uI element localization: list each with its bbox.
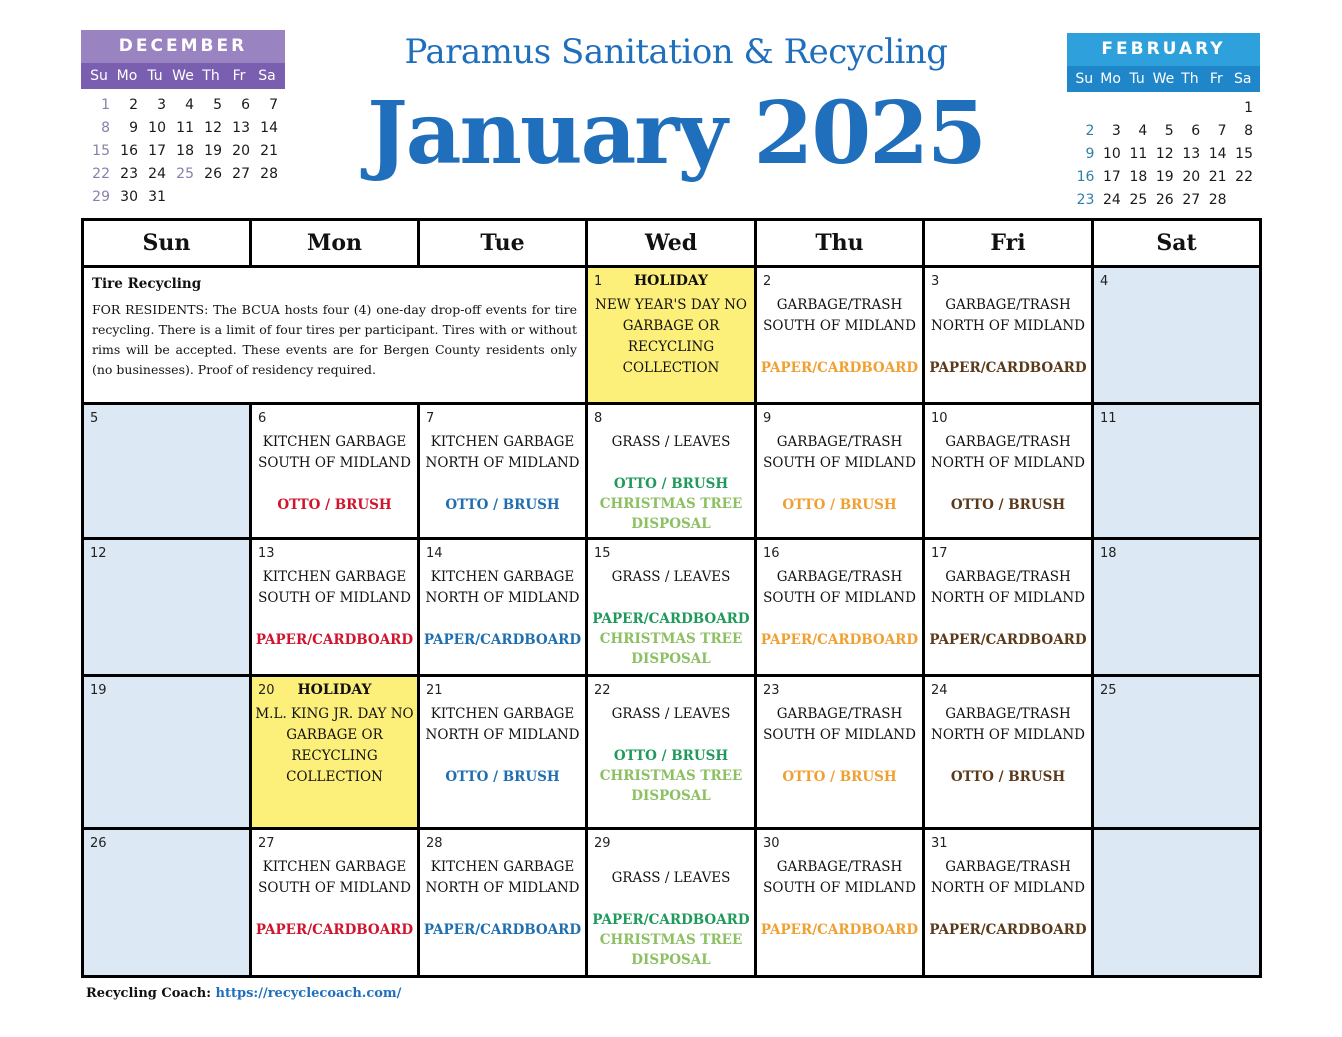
mini-day: 12 bbox=[204, 120, 222, 136]
christmas-tree-pickup: CHRISTMAS TREE bbox=[599, 932, 743, 948]
day-cell-6 bbox=[251, 404, 419, 539]
holiday-note: NO GARBAGE OR bbox=[622, 297, 747, 334]
day-number: 17 bbox=[931, 546, 948, 561]
day-cell-16 bbox=[756, 539, 924, 676]
mini-day: 11 bbox=[176, 120, 194, 136]
pickup-type: GARBAGE/TRASH bbox=[776, 297, 903, 313]
recycling-item: OTTO / BRUSH bbox=[445, 497, 560, 513]
pickup-zone: NORTH OF MIDLAND bbox=[931, 455, 1085, 471]
day-number: 4 bbox=[1100, 274, 1109, 289]
day-number: 22 bbox=[594, 683, 611, 698]
day-cell-22 bbox=[587, 676, 756, 829]
day-number: 26 bbox=[90, 836, 107, 851]
recycling-item: PAPER/CARDBOARD bbox=[760, 632, 919, 648]
day-cell-20 bbox=[251, 676, 419, 829]
mini-day: 12 bbox=[1155, 146, 1174, 162]
pickup-zone: NORTH OF MIDLAND bbox=[931, 880, 1085, 896]
dow: Tu bbox=[1129, 71, 1145, 87]
pickup-type: GARBAGE/TRASH bbox=[776, 706, 903, 722]
day-number: 15 bbox=[594, 546, 611, 561]
monthly-calendar bbox=[81, 218, 1262, 978]
mini-day: 25 bbox=[176, 166, 194, 182]
mini-day: 18 bbox=[1129, 169, 1148, 185]
mini-day: 8 bbox=[1244, 123, 1253, 139]
pickup-type: KITCHEN GARBAGE bbox=[430, 569, 575, 585]
recycling-item: OTTO / BRUSH bbox=[782, 497, 897, 513]
recycling-item: PAPER/CARDBOARD bbox=[929, 360, 1087, 376]
mini-day: 11 bbox=[1129, 146, 1148, 162]
weekday-fri: Fri bbox=[924, 220, 1093, 267]
day-number: 2 bbox=[763, 274, 772, 289]
mini-day: 8 bbox=[101, 120, 110, 136]
day-number: 12 bbox=[90, 546, 107, 561]
footer bbox=[86, 986, 401, 1001]
pickup-zone: NORTH OF MIDLAND bbox=[425, 455, 580, 471]
day-number: 16 bbox=[763, 546, 780, 561]
weekday-tue: Tue bbox=[419, 220, 587, 267]
day-number: 3 bbox=[931, 274, 940, 289]
mini-day: 6 bbox=[1191, 123, 1201, 139]
weekday-wed: Wed bbox=[587, 220, 756, 267]
mini-day: 24 bbox=[148, 166, 166, 182]
empty-cell bbox=[1093, 829, 1261, 977]
week-row bbox=[83, 267, 1261, 404]
day-cell-15 bbox=[587, 539, 756, 676]
mini-day: 3 bbox=[157, 97, 166, 113]
dow: Sa bbox=[258, 68, 276, 84]
mini-day: 10 bbox=[1103, 146, 1121, 162]
dow: Tu bbox=[147, 68, 163, 84]
mini-day: 30 bbox=[120, 189, 138, 205]
week-row bbox=[83, 829, 1261, 977]
day-number: 23 bbox=[763, 683, 780, 698]
mini-day: 4 bbox=[185, 97, 194, 113]
day-cell-4 bbox=[1093, 267, 1261, 404]
christmas-tree-pickup: DISPOSAL bbox=[631, 952, 711, 968]
mini-day bbox=[253, 187, 281, 207]
weekday-thu: Thu bbox=[756, 220, 924, 267]
day-number: 20 bbox=[258, 683, 275, 698]
mini-day: 9 bbox=[1085, 146, 1095, 162]
pickup-zone: SOUTH OF MIDLAND bbox=[763, 590, 916, 606]
mini-day: 22 bbox=[1235, 169, 1253, 185]
day-cell-25 bbox=[1093, 676, 1261, 829]
mini-day: 3 bbox=[1111, 123, 1121, 139]
pickup-zone: NORTH OF MIDLAND bbox=[931, 727, 1085, 743]
day-cell-30 bbox=[756, 829, 924, 977]
mini-day: 19 bbox=[1155, 169, 1174, 185]
mini-calendar-title: FEBRUARY bbox=[1067, 33, 1260, 66]
holiday-note: COLLECTION bbox=[622, 360, 720, 376]
day-cell-21 bbox=[419, 676, 587, 829]
pickup-type: KITCHEN GARBAGE bbox=[430, 706, 575, 722]
day-cell-18 bbox=[1093, 539, 1261, 676]
pickup-zone: NORTH OF MIDLAND bbox=[425, 880, 580, 896]
mini-day: 4 bbox=[1138, 123, 1148, 139]
recycling-item: OTTO / BRUSH bbox=[613, 748, 729, 764]
pickup-zone: NORTH OF MIDLAND bbox=[425, 590, 580, 606]
mini-day bbox=[197, 187, 225, 207]
mini-day: 27 bbox=[1182, 192, 1201, 208]
day-number: 24 bbox=[931, 683, 948, 698]
day-number: 13 bbox=[258, 546, 275, 561]
recycling-item: OTTO / BRUSH bbox=[613, 476, 729, 492]
pickup-type: KITCHEN GARBAGE bbox=[430, 434, 575, 450]
day-cell-3 bbox=[924, 267, 1093, 404]
day-cell-7 bbox=[419, 404, 587, 539]
day-number: 18 bbox=[1100, 546, 1117, 561]
recycling-item: PAPER/CARDBOARD bbox=[255, 922, 414, 938]
weekday-mon: Mon bbox=[251, 220, 419, 267]
day-cell-23 bbox=[756, 676, 924, 829]
day-number: 10 bbox=[931, 411, 948, 426]
notice-body: FOR RESIDENTS: The BCUA hosts four (4) one-day drop-off events for tire recycling. There is a limit of four tires per participant. Tires with or without rims will be accepted. These events are for Bergen County residents only (no businesses). Proof of residency required. bbox=[92, 302, 577, 377]
pickup-type: GRASS / LEAVES bbox=[611, 434, 731, 450]
pickup-zone: NORTH OF MIDLAND bbox=[931, 590, 1085, 606]
christmas-tree-pickup: DISPOSAL bbox=[631, 788, 711, 804]
recycling-item: PAPER/CARDBOARD bbox=[423, 922, 582, 938]
mini-day: 13 bbox=[232, 120, 250, 136]
mini-day: 23 bbox=[1076, 192, 1095, 208]
mini-day: 27 bbox=[232, 166, 250, 182]
day-cell-10 bbox=[924, 404, 1093, 539]
pickup-zone: SOUTH OF MIDLAND bbox=[258, 455, 411, 471]
mini-day: 5 bbox=[1164, 123, 1174, 139]
weekday-header-row bbox=[83, 220, 1261, 267]
pickup-type: GRASS / LEAVES bbox=[611, 870, 731, 886]
day-cell-29 bbox=[587, 829, 756, 977]
recycling-item: OTTO / BRUSH bbox=[782, 769, 897, 785]
mini-day: 28 bbox=[1208, 192, 1227, 208]
pickup-zone: SOUTH OF MIDLAND bbox=[258, 880, 411, 896]
christmas-tree-pickup: DISPOSAL bbox=[631, 651, 711, 667]
mini-day: 15 bbox=[92, 143, 110, 159]
organization-title: Paramus Sanitation & Recycling bbox=[404, 32, 948, 72]
mini-day: 13 bbox=[1182, 146, 1201, 162]
recycling-item: PAPER/CARDBOARD bbox=[760, 922, 919, 938]
dow: Fr bbox=[1209, 71, 1223, 87]
christmas-tree-pickup: CHRISTMAS TREE bbox=[599, 496, 743, 512]
week-row bbox=[83, 539, 1261, 676]
pickup-type: GARBAGE/TRASH bbox=[776, 434, 903, 450]
weekday-sun: Sun bbox=[83, 220, 251, 267]
day-number: 11 bbox=[1100, 411, 1117, 426]
day-cell-8 bbox=[587, 404, 756, 539]
week-row bbox=[83, 404, 1261, 539]
recycling-item: PAPER/CARDBOARD bbox=[592, 611, 750, 627]
mini-day: 26 bbox=[204, 166, 222, 182]
pickup-type: GARBAGE/TRASH bbox=[776, 859, 903, 875]
day-cell-31 bbox=[924, 829, 1093, 977]
pickup-zone: SOUTH OF MIDLAND bbox=[763, 880, 916, 896]
pickup-zone: NORTH OF MIDLAND bbox=[931, 318, 1085, 334]
day-cell-11 bbox=[1093, 404, 1261, 539]
day-cell-13 bbox=[251, 539, 419, 676]
mini-day: 7 bbox=[269, 97, 278, 113]
mini-day: 7 bbox=[1217, 123, 1227, 139]
mini-day: 9 bbox=[129, 120, 138, 136]
mini-day: 20 bbox=[1182, 169, 1201, 185]
tire-recycling-notice bbox=[83, 267, 587, 404]
mini-day: 2 bbox=[1085, 123, 1095, 139]
dow: Th bbox=[202, 68, 220, 84]
day-cell-12 bbox=[83, 539, 251, 676]
mini-day: 21 bbox=[260, 143, 278, 159]
recycling-item: PAPER/CARDBOARD bbox=[929, 632, 1087, 648]
pickup-type: GARBAGE/TRASH bbox=[945, 706, 1071, 722]
pickup-zone: SOUTH OF MIDLAND bbox=[763, 318, 916, 334]
pickup-type: GARBAGE/TRASH bbox=[776, 569, 903, 585]
mini-day: 17 bbox=[1103, 169, 1121, 185]
day-number: 29 bbox=[594, 836, 611, 851]
dow: Mo bbox=[116, 68, 138, 84]
mini-day: 23 bbox=[120, 166, 138, 182]
day-cell-14 bbox=[419, 539, 587, 676]
dow: Mo bbox=[1100, 71, 1121, 87]
dow: Fr bbox=[232, 68, 246, 84]
day-number: 27 bbox=[258, 836, 275, 851]
mini-day: 25 bbox=[1129, 192, 1148, 208]
christmas-tree-pickup: DISPOSAL bbox=[631, 516, 711, 532]
mini-day bbox=[169, 187, 197, 207]
day-cell-19 bbox=[83, 676, 251, 829]
pickup-type: GARBAGE/TRASH bbox=[945, 297, 1071, 313]
mini-day: 10 bbox=[148, 120, 166, 136]
pickup-zone: SOUTH OF MIDLAND bbox=[258, 590, 411, 606]
mini-day: 29 bbox=[92, 189, 110, 205]
mini-day bbox=[1230, 190, 1256, 210]
day-number: 19 bbox=[90, 683, 107, 698]
pickup-type: GARBAGE/TRASH bbox=[945, 569, 1071, 585]
day-cell-26 bbox=[83, 829, 251, 977]
pickup-type: KITCHEN GARBAGE bbox=[262, 434, 407, 450]
recycling-item: PAPER/CARDBOARD bbox=[423, 632, 582, 648]
day-cell-27 bbox=[251, 829, 419, 977]
day-number: 9 bbox=[763, 411, 772, 426]
mini-day bbox=[225, 187, 253, 207]
mini-day: 5 bbox=[213, 97, 222, 113]
day-cell-1 bbox=[587, 267, 756, 404]
dow: Su bbox=[90, 68, 108, 84]
day-cell-9 bbox=[756, 404, 924, 539]
mini-day: 21 bbox=[1208, 169, 1227, 185]
day-number: 31 bbox=[931, 836, 948, 851]
pickup-type: KITCHEN GARBAGE bbox=[262, 569, 407, 585]
recycling-item: OTTO / BRUSH bbox=[950, 497, 1066, 513]
pickup-type: GRASS / LEAVES bbox=[611, 569, 731, 585]
dow: We bbox=[1152, 71, 1175, 87]
day-number: 1 bbox=[594, 274, 603, 289]
mini-day: 6 bbox=[241, 97, 250, 113]
day-cell-17 bbox=[924, 539, 1093, 676]
pickup-zone: NORTH OF MIDLAND bbox=[425, 727, 580, 743]
holiday-note: NO GARBAGE OR bbox=[286, 706, 414, 743]
recycling-item: PAPER/CARDBOARD bbox=[255, 632, 414, 648]
dow: Sa bbox=[1234, 71, 1252, 87]
day-number: 7 bbox=[426, 411, 435, 426]
day-cell-28 bbox=[419, 829, 587, 977]
notice-heading: Tire Recycling bbox=[92, 276, 202, 292]
holiday-note: COLLECTION bbox=[286, 769, 383, 785]
holiday-note: RECYCLING bbox=[291, 748, 378, 764]
holiday-name: NEW YEAR'S DAY bbox=[595, 297, 720, 313]
mini-day: 1 bbox=[1244, 100, 1253, 116]
recycling-item: PAPER/CARDBOARD bbox=[929, 922, 1087, 938]
week-row bbox=[83, 676, 1261, 829]
mini-day: 24 bbox=[1103, 192, 1121, 208]
holiday-label: HOLIDAY bbox=[297, 682, 372, 698]
mini-day: 19 bbox=[204, 143, 222, 159]
day-number: 28 bbox=[426, 836, 443, 851]
day-cell-5 bbox=[83, 404, 251, 539]
mini-day: 14 bbox=[1208, 146, 1227, 162]
day-cell-24 bbox=[924, 676, 1093, 829]
day-number: 14 bbox=[426, 546, 443, 561]
recycling-item: OTTO / BRUSH bbox=[950, 769, 1066, 785]
holiday-note: RECYCLING bbox=[627, 339, 715, 355]
dow: Th bbox=[1181, 71, 1199, 87]
mini-day: 14 bbox=[260, 120, 278, 136]
pickup-type: KITCHEN GARBAGE bbox=[430, 859, 575, 875]
mini-day: 2 bbox=[129, 97, 138, 113]
dow: Su bbox=[1075, 71, 1094, 87]
pickup-zone: SOUTH OF MIDLAND bbox=[763, 455, 916, 471]
footer-label: Recycling Coach: bbox=[86, 986, 216, 1001]
holiday-name: M.L. KING JR. DAY bbox=[255, 706, 387, 722]
month-title: January 2025 bbox=[367, 83, 985, 184]
holiday-label: HOLIDAY bbox=[633, 273, 709, 289]
weekday-sat: Sat bbox=[1093, 220, 1261, 267]
mini-day: 16 bbox=[1076, 169, 1095, 185]
day-cell-2 bbox=[756, 267, 924, 404]
christmas-tree-pickup: CHRISTMAS TREE bbox=[599, 768, 743, 784]
day-number: 6 bbox=[258, 411, 267, 426]
pickup-type: KITCHEN GARBAGE bbox=[262, 859, 407, 875]
recycle-coach-link[interactable]: https://recyclecoach.com/ bbox=[215, 986, 402, 1001]
recycling-item: OTTO / BRUSH bbox=[277, 497, 392, 513]
mini-day: 16 bbox=[120, 143, 138, 159]
mini-day: 15 bbox=[1235, 146, 1253, 162]
mini-day: 31 bbox=[148, 189, 166, 205]
day-number: 8 bbox=[594, 411, 603, 426]
mini-calendar-title: DECEMBER bbox=[81, 30, 285, 63]
pickup-type: GRASS / LEAVES bbox=[611, 706, 731, 722]
recycling-item: PAPER/CARDBOARD bbox=[760, 360, 919, 376]
day-number: 21 bbox=[426, 683, 443, 698]
mini-day: 18 bbox=[176, 143, 194, 159]
mini-day: 1 bbox=[101, 97, 110, 113]
christmas-tree-pickup: CHRISTMAS TREE bbox=[599, 631, 743, 647]
pickup-type: GARBAGE/TRASH bbox=[945, 434, 1071, 450]
day-number: 25 bbox=[1100, 683, 1117, 698]
recycling-item: PAPER/CARDBOARD bbox=[592, 912, 750, 928]
day-number: 30 bbox=[763, 836, 780, 851]
mini-day: 20 bbox=[232, 143, 250, 159]
mini-day: 22 bbox=[92, 166, 110, 182]
pickup-zone: SOUTH OF MIDLAND bbox=[763, 727, 916, 743]
dow: We bbox=[172, 68, 194, 84]
mini-day: 28 bbox=[260, 166, 278, 182]
recycling-item: OTTO / BRUSH bbox=[445, 769, 560, 785]
mini-day: 17 bbox=[148, 143, 166, 159]
pickup-type: GARBAGE/TRASH bbox=[945, 859, 1071, 875]
mini-day: 26 bbox=[1155, 192, 1174, 208]
day-number: 5 bbox=[90, 411, 99, 426]
